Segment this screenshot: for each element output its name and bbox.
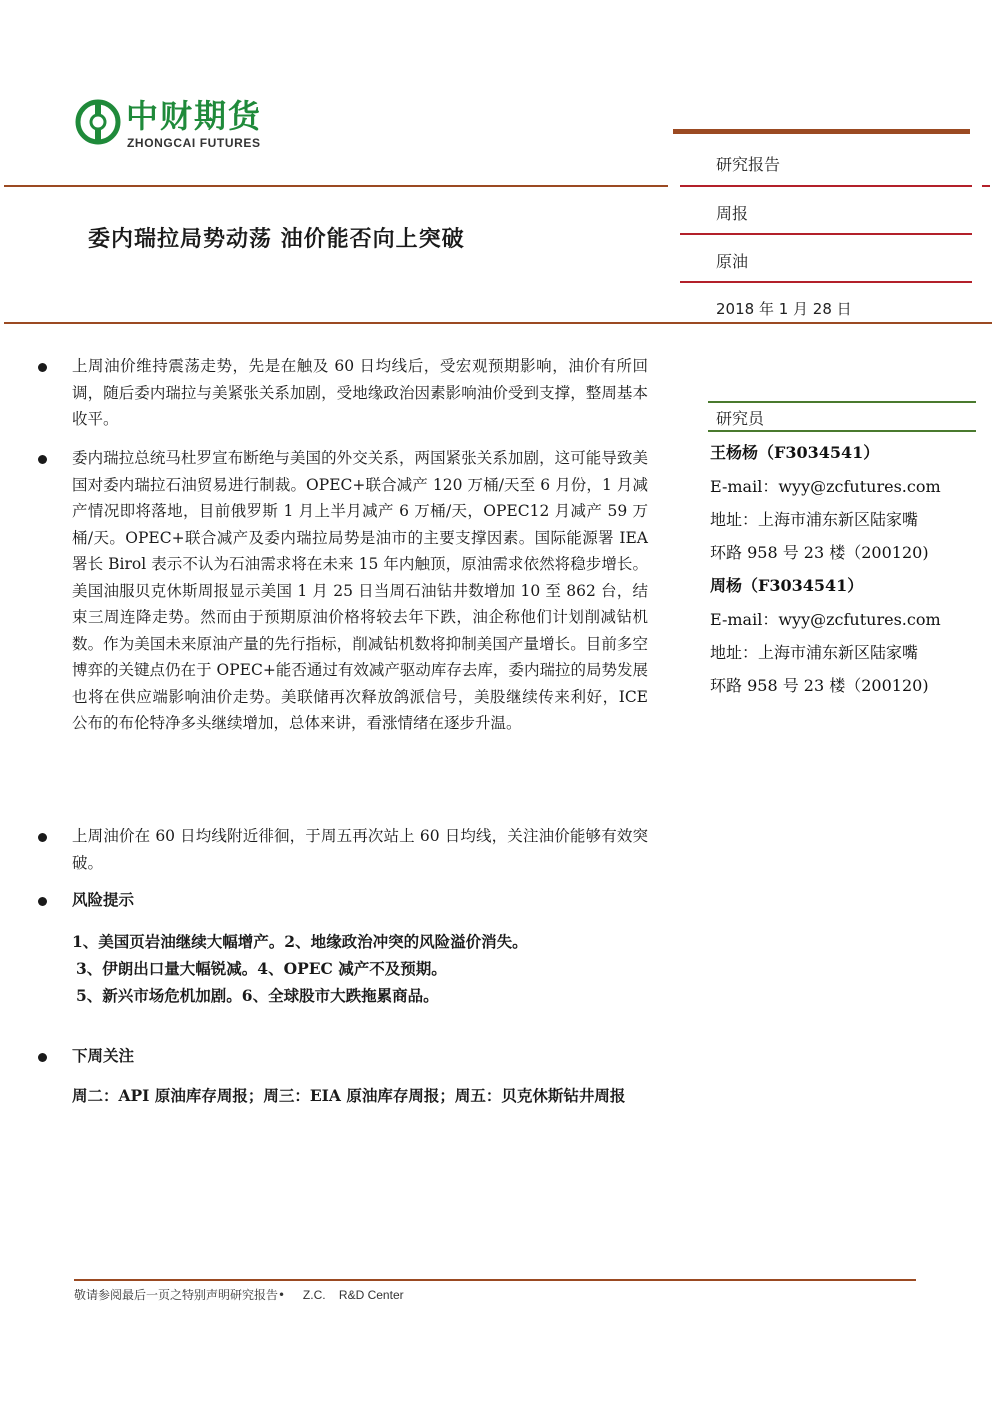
risk-item: 3、伊朗出口量大幅锐减。4、OPEC 减产不及预期。 <box>76 959 447 978</box>
commodity-label: 原油 <box>716 252 749 271</box>
header-divider-right-tick <box>982 185 990 187</box>
researcher-name: 周杨（F3034541） <box>710 576 864 595</box>
bullet-icon <box>38 1053 47 1062</box>
report-title: 委内瑞拉局势动荡 油价能否向上突破 <box>88 226 465 252</box>
researcher-header: 研究员 <box>716 409 765 428</box>
bullet-icon <box>38 363 47 372</box>
report-type-label: 研究报告 <box>716 155 781 174</box>
footer-center: Z.C. R&D Center <box>302 1288 404 1302</box>
paragraph-weekly-review: 上周油价维持震荡走势，先是在触及 60 日均线后，受宏观预期影响，油价有所回调，随后委内瑞拉与美紧张关系加剧，受地缘政治因素影响油价受到支撑，整周基本收平。 <box>72 357 648 428</box>
researcher-email: E-mail：wyy@zcfutures.com <box>710 610 941 629</box>
researcher-address: 地址：上海市浦东新区陆家嘴 <box>710 643 919 662</box>
next-week-section-title: 下周关注 <box>72 1046 135 1065</box>
risk-item: 5、新兴市场危机加剧。6、全球股市大跌拖累商品。 <box>76 986 439 1005</box>
researcher-address: 地址：上海市浦东新区陆家嘴 <box>710 510 919 529</box>
bullet-icon <box>38 833 47 842</box>
footer-disclaimer: 敬请参阅最后一页之特别声明研究报告• <box>74 1288 286 1302</box>
researcher-rule-bottom <box>708 430 976 432</box>
researcher-rule-top <box>708 401 976 403</box>
bullet-icon <box>38 897 47 906</box>
next-week-schedule: 周二：API 原油库存周报；周三：EIA 原油库存周报；周五：贝克休斯钻井周报 <box>72 1086 626 1105</box>
header-divider-right-3 <box>680 281 972 283</box>
researcher-name: 王杨杨（F3034541） <box>710 443 880 462</box>
footer-rule <box>74 1279 916 1281</box>
logo-icon <box>74 98 122 146</box>
logo-text-cn: 中财期货 <box>126 97 263 135</box>
researcher-email: E-mail：wyy@zcfutures.com <box>710 477 941 496</box>
report-frequency-label: 周报 <box>716 204 749 223</box>
footer <box>74 1286 404 1303</box>
logo-text-en: ZHONGCAI FUTURES <box>127 136 261 150</box>
header-divider-right-1 <box>680 185 972 187</box>
researcher-address: 环路 958 号 23 楼（200120) <box>710 543 929 562</box>
researcher-address: 环路 958 号 23 楼（200120) <box>710 676 929 695</box>
report-date: 2018 年 1 月 28 日 <box>716 300 852 318</box>
header-bottom-rule <box>4 322 992 324</box>
risk-item: 1、美国页岩油继续大幅增产。2、地缘政治冲突的风险溢价消失。 <box>72 932 528 951</box>
risk-section-title: 风险提示 <box>72 890 135 909</box>
header-divider-left <box>4 185 668 187</box>
paragraph-technical-outlook: 上周油价在 60 日均线附近徘徊，于周五再次站上 60 日均线，关注油价能够有效突破。 <box>72 827 648 872</box>
paragraph-market-analysis: 委内瑞拉总统马杜罗宣布断绝与美国的外交关系，两国紧张关系加剧，这可能导致美国对委内瑞拉石油贸易进行制裁。OPEC+联合减产 120 万桶/天至 6 月份，1 月减产情况即将落地，目前俄罗斯 1 月上半月减产 6 万桶/天，OPEC12 月减产 59 万桶/天。OPEC+联合减产及委内瑞拉局势是油市的主要支撑因素。国际能源署 IEA 署长 Birol 表示不认为石油需求将在未来 15 年内触顶，原油需求依然将稳步增长。美国油服贝克休斯周报显示美国 1 月 25 日当周石油钻井数增加 10 至 862 台，结束三周连降走势。然而由于预期原油价格将较去年下跌，油企称他们计划削减钻机数。作为美国未来原油产量的先行指标，削减钻机数将抑制美国产量增长。目前多空博弈的关键点仍在于 OPEC+能否通过有效减产驱动库存去库，委内瑞拉的局势发展也将在供应端影响油价走势。美联储再次释放鸽派信号，美股继续传来利好，ICE 公布的布伦特净多头继续增加，总体来讲，看涨情绪在逐步升温。 <box>72 449 648 732</box>
bullet-icon <box>38 455 47 464</box>
header-divider-right-2 <box>680 233 972 235</box>
top-right-rule <box>673 129 970 134</box>
